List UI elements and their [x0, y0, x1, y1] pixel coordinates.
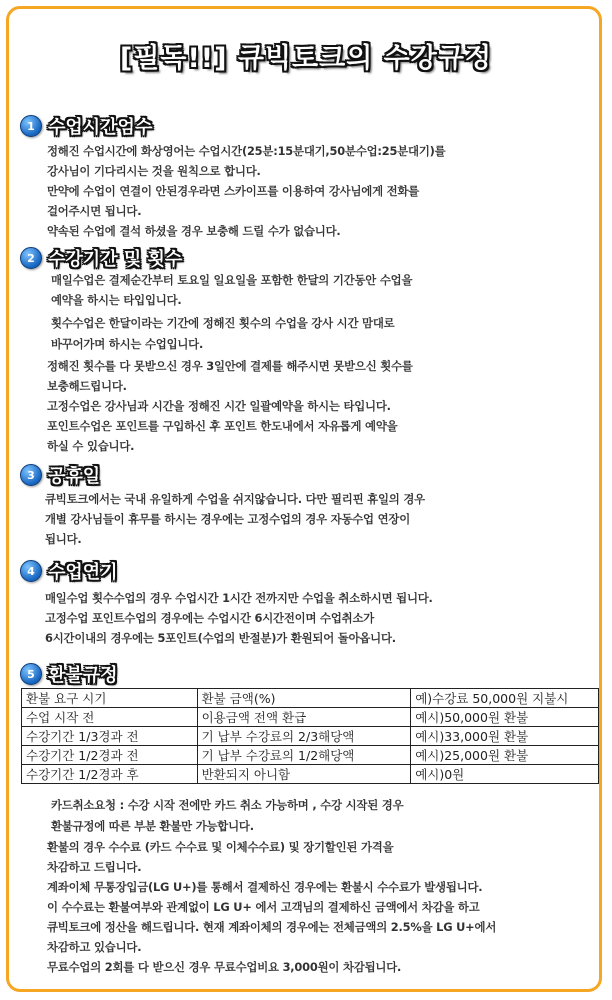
section-title: 수강기간 및 횟수 [48, 249, 183, 270]
text-line: 큐빅토크에 정산을 해드립니다. 현재 계좌이체의 경우에는 전체금액의 2.5%을 LG U+에서 [47, 920, 497, 934]
text-line: 차감하고 있습니다. [47, 940, 142, 954]
section-2-header [20, 245, 182, 271]
text-line: 정해진 횟수를 다 못받으신 경우 3일안에 결제를 해주시면 못받으신 횟수를 [47, 359, 413, 373]
text-line: 만약에 수업이 연결이 안된경우라면 스카이프를 이용하여 강사님에게 전화를 [47, 184, 420, 198]
text-line: 계좌이체 무통장입금(LG U+)를 통해서 결제하신 경우에는 환불시 수수료가 발생됩니다. [47, 880, 483, 894]
text-line: 이 수수료는 환불여부와 관계없이 LG U+ 에서 고객님의 결제하신 금액에서 차감을 하고 [47, 900, 480, 914]
table-cell: 환불 요구 시기 [22, 689, 198, 708]
text-line: 매일수업 횟수수업의 경우 수업시간 1시간 전까지만 수업을 취소하시면 됩니다. [45, 591, 433, 605]
table-cell: 반환되지 아니함 [197, 765, 411, 784]
refund-table [21, 688, 599, 784]
text-line: 매일수업은 결제순간부터 토요일 일요일을 포함한 한달의 기간동안 수업을 [51, 273, 413, 287]
section-title: 공휴일 [48, 466, 101, 487]
section-number-badge: 5 [20, 663, 42, 685]
section-number-badge: 3 [20, 464, 42, 486]
table-row [22, 746, 599, 765]
table-cell: 기 납부 수강료의 2/3해당액 [197, 727, 411, 746]
section-5-header [20, 661, 118, 687]
text-line: 카드취소요청 : 수강 시작 전에만 카드 취소 가능하며 , 수강 시작된 경우 [51, 798, 404, 812]
text-line: 걸어주시면 됩니다. [47, 204, 142, 218]
table-row [22, 708, 599, 727]
text-line: 6시간이내의 경우에는 5포인트(수업의 반절분)가 환원되어 돌아옵니다. [45, 631, 396, 645]
table-cell: 예시)33,000원 환불 [411, 727, 599, 746]
text-line: 포인트수업은 포인트를 구입하신 후 포인트 한도내에서 자유롭게 예약을 [47, 419, 398, 433]
table-row [22, 727, 599, 746]
table-cell: 예시)0원 [411, 765, 599, 784]
text-line: 보충해드립니다. [47, 379, 127, 393]
table-header-row [22, 689, 599, 708]
text-line: 고정수업은 강사님과 시간을 정해진 시간 일괄예약을 하시는 타입니다. [47, 399, 391, 413]
text-line: 강사님이 기다리시는 것을 원칙으로 합니다. [47, 164, 261, 178]
section-4-header [20, 558, 118, 584]
table-cell: 기 납부 수강료의 1/2해당액 [197, 746, 411, 765]
text-line: 하실 수 있습니다. [47, 439, 135, 453]
text-line: 예약을 하시는 타입입니다. [51, 293, 182, 307]
section-title: 수업연기 [48, 562, 118, 583]
table-cell: 수강기간 1/2경과 전 [22, 746, 198, 765]
table-cell: 수강기간 1/2경과 후 [22, 765, 198, 784]
text-line: 환불규정에 따른 부분 환불만 가능합니다. [51, 819, 254, 833]
text-line: 횟수수업은 한달이라는 기간에 정해진 횟수의 수업을 강사 시간 맘대로 [51, 316, 395, 330]
table-cell: 예)수강료 50,000원 지불시 [411, 689, 599, 708]
table-cell: 수업 시작 전 [22, 708, 198, 727]
text-line: 바꾸어가며 하시는 수업입니다. [51, 337, 204, 351]
table-cell: 예시)50,000원 환불 [411, 708, 599, 727]
section-number-badge: 2 [20, 247, 42, 269]
section-3-header [20, 462, 100, 488]
table-cell: 예시)25,000원 환불 [411, 746, 599, 765]
text-line: 됩니다. [45, 532, 82, 546]
text-line: 차감하고 드립니다. [47, 860, 142, 874]
table-cell: 이용금액 전액 환급 [197, 708, 411, 727]
section-number-badge: 4 [20, 560, 42, 582]
text-line: 개별 강사님들이 휴무를 하시는 경우에는 고정수업의 경우 자동수업 연장이 [45, 512, 411, 526]
section-title: 수업시간엄수 [48, 117, 153, 138]
table-row [22, 765, 599, 784]
table-cell: 환불 금액(%) [197, 689, 411, 708]
text-line: 약속된 수업에 결석 하셨을 경우 보충해 드릴 수가 없습니다. [47, 224, 341, 238]
section-1-header [20, 113, 152, 139]
page-title: [필독!!] 큐빅토크의 수강규정 [119, 43, 492, 74]
section-title: 환불규정 [48, 665, 118, 686]
text-line: 큐빅토크에서는 국내 유일하게 수업을 쉬지않습니다. 다만 필리핀 휴일의 경우 [45, 492, 425, 506]
text-line: 정해진 수업시간에 화상영어는 수업시간(25분:15분대기,50분수업:25분대기)를 [47, 144, 446, 158]
text-line: 환불의 경우 수수료 (카드 수수료 및 이체수수료) 및 장기할인된 가격을 [47, 840, 394, 854]
text-line: 무료수업의 2회를 다 받으신 경우 무료수업비요 3,000원이 차감됩니다. [47, 960, 402, 974]
section-number-badge: 1 [20, 115, 42, 137]
table-cell: 수강기간 1/3경과 전 [22, 727, 198, 746]
text-line: 고정수업 포인트수업의 경우에는 수업시간 6시간전이며 수업취소가 [45, 611, 375, 625]
